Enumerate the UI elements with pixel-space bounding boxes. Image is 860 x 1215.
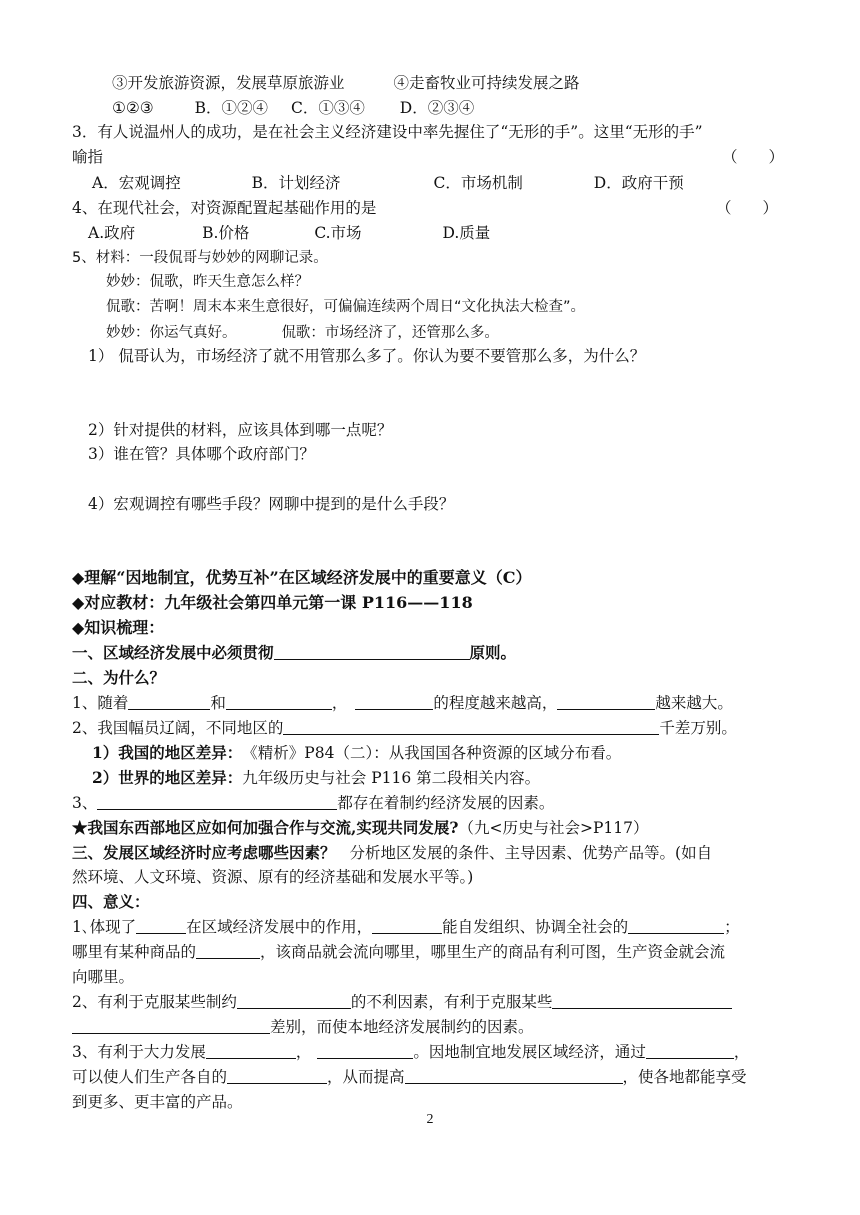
blank[interactable] bbox=[557, 693, 655, 710]
part-four-line-5 bbox=[72, 1016, 534, 1038]
q5-sub-2: 2）针对提供的材料，应该具体到哪一点呢？ bbox=[88, 421, 393, 439]
text: ，使各地都能享受 bbox=[622, 1068, 747, 1086]
q4-choice-a: A.政府 bbox=[88, 224, 136, 242]
blank[interactable] bbox=[196, 942, 260, 959]
q2-choice-d: D．②③④ bbox=[399, 99, 475, 117]
text: 《精析》P84（二）：从我国国各种资源的区域分布看。 bbox=[242, 744, 622, 762]
q5-chat-3 bbox=[106, 321, 499, 344]
q4-answer-paren: （ ） bbox=[716, 199, 779, 217]
blank[interactable] bbox=[628, 917, 724, 934]
text: 分析地区发展的条件、主导因素、优势产品等。(如自 bbox=[349, 844, 713, 862]
blank[interactable] bbox=[372, 917, 442, 934]
q3-choice-a: A．宏观调控 bbox=[92, 174, 181, 192]
part-four-line-4 bbox=[72, 991, 732, 1013]
text: ，从而提高 bbox=[327, 1068, 405, 1086]
text: 3、有利于大力发展 bbox=[72, 1043, 206, 1061]
q2-opt3: ③开发旅游资源，发展草原旅游业 bbox=[112, 74, 345, 92]
part-four-line-2 bbox=[72, 941, 725, 963]
blank[interactable] bbox=[226, 693, 332, 710]
part-two-line-4 bbox=[92, 767, 540, 789]
part-two-line-1 bbox=[72, 692, 733, 714]
text: 越来越大。 bbox=[655, 694, 733, 712]
blank[interactable] bbox=[128, 693, 210, 710]
part-one-text-a: 一、区域经济发展中必须贯彻 bbox=[72, 643, 274, 662]
section-heading-1: ◆理解“因地制宜，优势互补”在区域经济发展中的重要意义（C） bbox=[72, 568, 532, 587]
text: 2）世界的地区差异： bbox=[92, 768, 243, 787]
text: 三、发展区域经济时应考虑哪些因素？ bbox=[72, 843, 336, 862]
text: ，该商品就会流向哪里，哪里生产的商品有利可图，生产资金就会流 bbox=[260, 943, 726, 961]
page-number: 2 bbox=[426, 1112, 434, 1127]
q5-sub-4: 4）宏观调控有哪些手段？网聊中提到的是什么手段？ bbox=[88, 495, 455, 513]
blank[interactable] bbox=[283, 718, 659, 735]
q3-choices bbox=[92, 172, 684, 194]
q5-sub-3: 3）谁在管？具体哪个政府部门？ bbox=[88, 445, 315, 463]
text: 能自发组织、协调全社会的 bbox=[442, 918, 629, 936]
blank[interactable] bbox=[405, 1067, 623, 1084]
q4-stem: 4、在现代社会，对资源配置起基础作用的是 bbox=[72, 199, 377, 217]
text: 哪里有某种商品的 bbox=[72, 943, 197, 961]
blank[interactable] bbox=[317, 1042, 413, 1059]
text: 在区域经济发展中的作用， bbox=[186, 918, 373, 936]
q3-stem-cont: 喻指 bbox=[72, 148, 104, 166]
blank[interactable] bbox=[355, 693, 433, 710]
q4-choices bbox=[88, 222, 490, 244]
text: 差别，而使本地经济发展制约的因素。 bbox=[270, 1018, 534, 1036]
blank[interactable] bbox=[552, 992, 732, 1009]
part-four-line-1 bbox=[72, 916, 740, 938]
blank[interactable] bbox=[646, 1042, 734, 1059]
text: 的不利因素，有利于克服某些 bbox=[350, 993, 553, 1011]
text: 可以使人们生产各自的 bbox=[72, 1068, 228, 1086]
q5-chat-1: 妙妙：侃歌，昨天生意怎么样？ bbox=[106, 274, 309, 290]
q2-option-line bbox=[112, 72, 579, 94]
text: 1､体现了 bbox=[72, 918, 137, 936]
q5-chat-2: 侃歌：苦啊！周末本来生意很好，可偏偏连续两个周日“文化执法大检查”。 bbox=[106, 299, 586, 315]
text: 九年级历史与社会 P116 第二段相关内容。 bbox=[242, 769, 541, 787]
text: 1、随着 bbox=[72, 694, 129, 712]
q2-choice-a: ①②③ bbox=[112, 99, 154, 117]
q5-sub-1: 1） 侃哥认为，市场经济了就不用管那么多了。你认为要不要管那么多，为什么？ bbox=[88, 347, 646, 365]
q3-choice-d: D．政府干预 bbox=[593, 174, 684, 192]
part-one bbox=[72, 642, 516, 664]
text: 千差万别。 bbox=[659, 719, 737, 737]
part-four-line-7 bbox=[72, 1066, 747, 1088]
q4-choice-d: D.质量 bbox=[442, 224, 491, 242]
part-four-title: 四、意义： bbox=[72, 892, 150, 911]
part-two-title: 二、为什么？ bbox=[72, 668, 166, 687]
star-question bbox=[72, 817, 648, 839]
q5-chat-3b: 侃歌：市场经济了，还管那么多。 bbox=[281, 325, 499, 341]
text: ， bbox=[733, 1043, 750, 1061]
text: 和 bbox=[210, 694, 226, 712]
text: 1）我国的地区差异： bbox=[92, 743, 243, 762]
q3-answer-paren: （ ） bbox=[722, 148, 785, 166]
blank[interactable] bbox=[97, 793, 337, 810]
part-two-line-3 bbox=[92, 742, 621, 764]
text: （九<历史与社会>P117） bbox=[458, 819, 649, 837]
q4-choice-c: C.市场 bbox=[314, 224, 362, 242]
q2-choices bbox=[112, 97, 474, 119]
blank[interactable] bbox=[206, 1042, 296, 1059]
blank[interactable] bbox=[274, 643, 470, 660]
blank[interactable] bbox=[227, 1067, 327, 1084]
part-one-text-b: 原则。 bbox=[469, 643, 517, 662]
part-four-line-8: 到更多、更丰富的产品。 bbox=[72, 1093, 243, 1111]
blank[interactable] bbox=[237, 992, 351, 1009]
text: ， bbox=[295, 1043, 312, 1061]
section-heading-2: ◆对应教材：九年级社会第四单元第一课 P116——118 bbox=[72, 593, 473, 612]
text: 都存在着制约经济发展的因素。 bbox=[337, 794, 555, 812]
section-heading-3: ◆知识梳理： bbox=[72, 618, 165, 637]
blank[interactable] bbox=[136, 917, 186, 934]
part-three-cont: 然环境、人文环境、资源、原有的经济基础和发展水平等。) bbox=[72, 868, 474, 886]
part-two-line-2 bbox=[72, 717, 737, 739]
q2-choice-c: C．①③④ bbox=[290, 99, 365, 117]
text: 。因地制宜地发展区域经济，通过 bbox=[413, 1043, 646, 1061]
text: 3、 bbox=[72, 794, 98, 812]
q3-choice-b: B．计划经济 bbox=[251, 174, 341, 192]
q5-stem-text: 5、材料：一段侃哥与妙妙的网聊记录。 bbox=[72, 250, 328, 266]
q5-chat-3a: 妙妙：你运气真好。 bbox=[106, 325, 237, 341]
q2-opt4: ④走畜牧业可持续发展之路 bbox=[393, 74, 580, 92]
q3-choice-c: C．市场机制 bbox=[433, 174, 523, 192]
q5-stem bbox=[72, 246, 328, 269]
text: ★我国东西部地区应如何加强合作与交流,实现共同发展? bbox=[72, 818, 459, 837]
text: ； bbox=[724, 918, 740, 936]
part-four-line-3: 向哪里。 bbox=[72, 968, 135, 986]
part-two-line-5 bbox=[72, 792, 554, 814]
text: ， bbox=[331, 694, 348, 712]
blank[interactable] bbox=[72, 1017, 270, 1034]
part-three bbox=[72, 842, 712, 864]
text: 2、有利于克服某些制约 bbox=[72, 993, 237, 1011]
part-four-line-6 bbox=[72, 1041, 749, 1063]
text: 的程度越来越高， bbox=[433, 694, 558, 712]
text: 2、我国幅员辽阔，不同地区的 bbox=[72, 719, 284, 737]
q4-choice-b: B.价格 bbox=[202, 224, 250, 242]
q2-choice-b: B．①②④ bbox=[194, 99, 269, 117]
q3-stem: 3．有人说温州人的成功，是在社会主义经济建设中率先握住了“无形的手”。这里“无形的手” bbox=[72, 123, 703, 141]
